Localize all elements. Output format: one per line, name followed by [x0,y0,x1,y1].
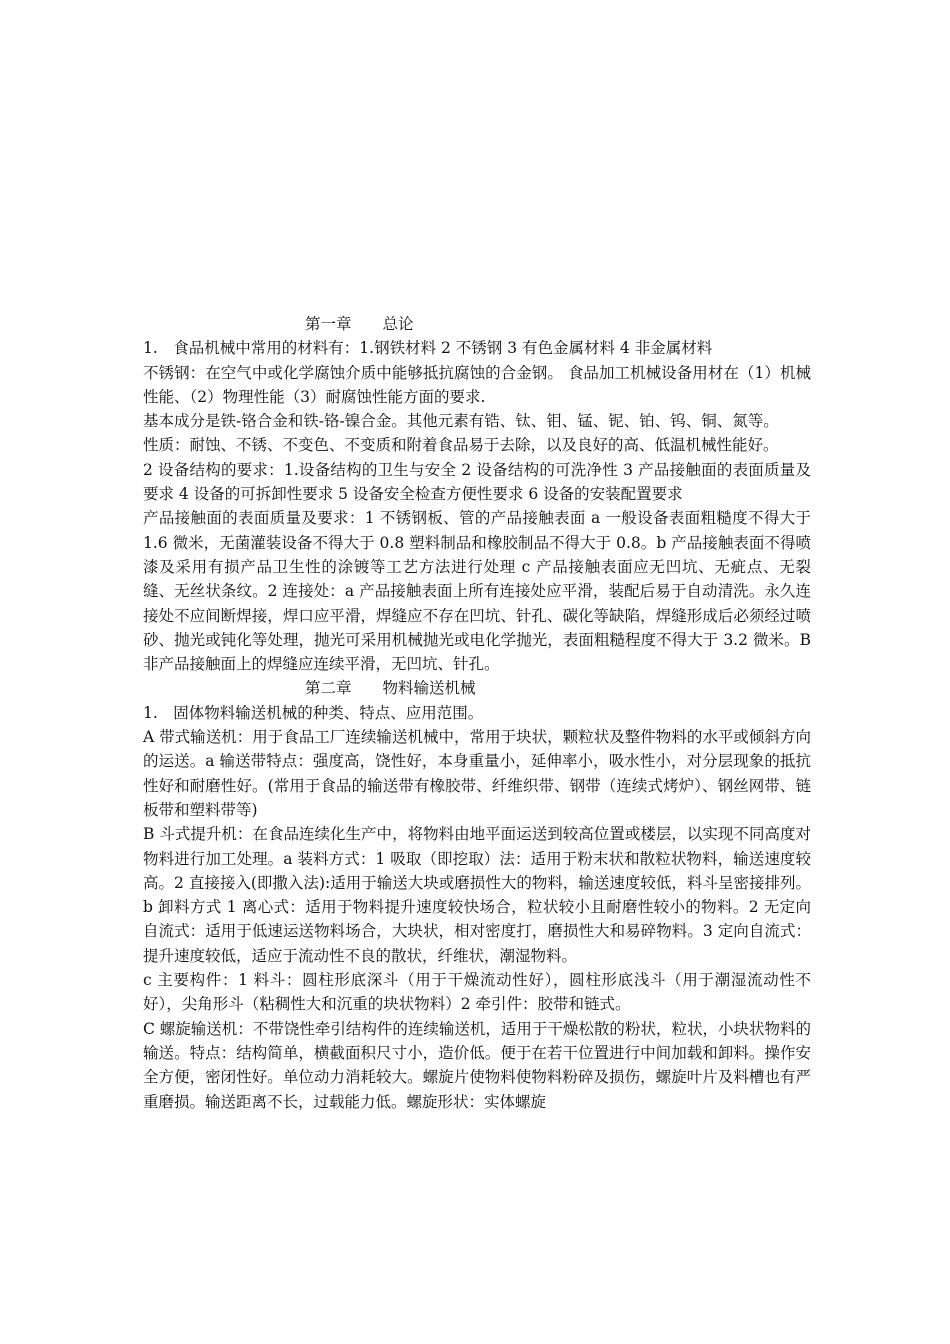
chapter-1-title: 第一章 总论 [305,315,414,333]
paragraph-composition: 基本成分是铁-铬合金和铁-铬-镍合金。其他元素有锆、钛、钼、锰、铌、铂、钨、铜、氮等。 [143,412,779,431]
paragraph-materials: 1. 食品机械中常用的材料有：1.钢铁材料 2 不锈钢 3 有色金属材料 4 非金属材料 [143,339,713,358]
paragraph-main-components: c 主要构件：1 料斗：圆柱形底深斗（用于干燥流动性好），圆柱形底浅斗（用于潮湿流动性不好），尖角形斗（粘稠性大和沉重的块状物料）2 牵引件：胶带和链式。 [143,971,811,1014]
paragraph-solid-conveyors: 1. 固体物料输送机械的种类、特点、应用范围。 [143,703,484,722]
paragraph-stainless-steel: 不锈钢：在空气中或化学腐蚀介质中能够抵抗腐蚀的合金钢。 食品加工机械设备用材在（1）机械性能、（2）物理性能（3）耐腐蚀性能方面的要求. [143,363,811,406]
paragraph-structure-requirements: 2 设备结构的要求：1.设备结构的卫生与安全 2 设备结构的可洗净性 3 产品接触面的表面质量及要求 4 设备的可拆卸性要求 5 设备安全检查方便性要求 6 设备的安装配置要求 [143,460,811,504]
paragraph-bucket-elevator: B 斗式提升机：在食品连续化生产中，将物料由地平面运送到较高位置或楼层，以实现不同高度对物料进行加工处理。a 装料方式：1 吸取（即挖取）法：适用于粉末状和散粒状物料，输送速度较高。2 直接接入(即撒入法):适用于输送大块或磨损性大的物料，输送速度较低，料斗呈密接排列。b 卸料方式 1 离心式：适用于物料提升速度较快场合，粒状较小且耐磨性较小的物料。2 无定向自流式：适用于低速运送物料场合，大块状，相对密度打，磨损性大和易碎物料。3 定向自流式：提升速度较低，适应于流动性不良的散状，纤维状，潮湿物料。 [143,825,811,965]
chapter-2-title: 第二章 物料输送机械 [305,679,476,698]
paragraph-screw-conveyor: C 螺旋输送机：不带饶性牵引结构件的连续输送机，适用于干燥松散的粉状，粒状，小块状物料的输送。特点：结构简单，横截面积尺寸小，造价低。便于在若干位置进行中间加载和卸料。操作安全方便，密闭性好。单位动力消耗较大。螺旋片使物料使物料粉碎及损伤，螺旋叶片及料槽也有严重磨损。输送距离不长，过载能力低。螺旋形状：实体螺旋 [143,1019,811,1111]
document-body [143,312,811,1114]
paragraph-surface-quality: 产品接触面的表面质量及要求：1 不锈钢板、管的产品接触表面 a 一般设备表面粗糙度不得大于 1.6 微米，无菌灌装设备不得大于 0.8 塑料制品和橡胶制品不得大于 0.8。b 产品接触表面不得喷漆及采用有损产品卫生性的涂镀等工艺方法进行处理 c 产品接触表面应无凹坑、无疵点、无裂缝、无丝状条纹。2 连接处：a 产品接触表面上所有连接处应平滑，装配后易于自动清洗。永久连接处不应间断焊接，焊口应平滑，焊缝应不存在凹坑、针孔、碳化等缺陷，焊缝形成后必须经过喷砂、抛光或钝化等处理，抛光可采用机械抛光或电化学抛光，表面粗糙程度不得大于 3.2 微米。B 非产品接触面上的焊缝应连续平滑，无凹坑、针孔。 [143,509,811,674]
paragraph-properties: 性质：耐蚀、不锈、不变色、不变质和附着食品易于去除，以及良好的高、低温机械性能好。 [143,436,779,455]
paragraph-belt-conveyor: A 带式输送机：用于食品工厂连续输送机械中，常用于块状，颗粒状及整件物料的水平或倾斜方向的运送。a 输送带特点：强度高，饶性好，本身重量小，延伸率小，吸水性小，对分层现象的抵抗性好和耐磨性好。(常用于食品的输送带有橡胶带、纤维织带、钢带（连续式烤炉）、钢丝网带、链板带和塑料带等) [143,728,811,819]
